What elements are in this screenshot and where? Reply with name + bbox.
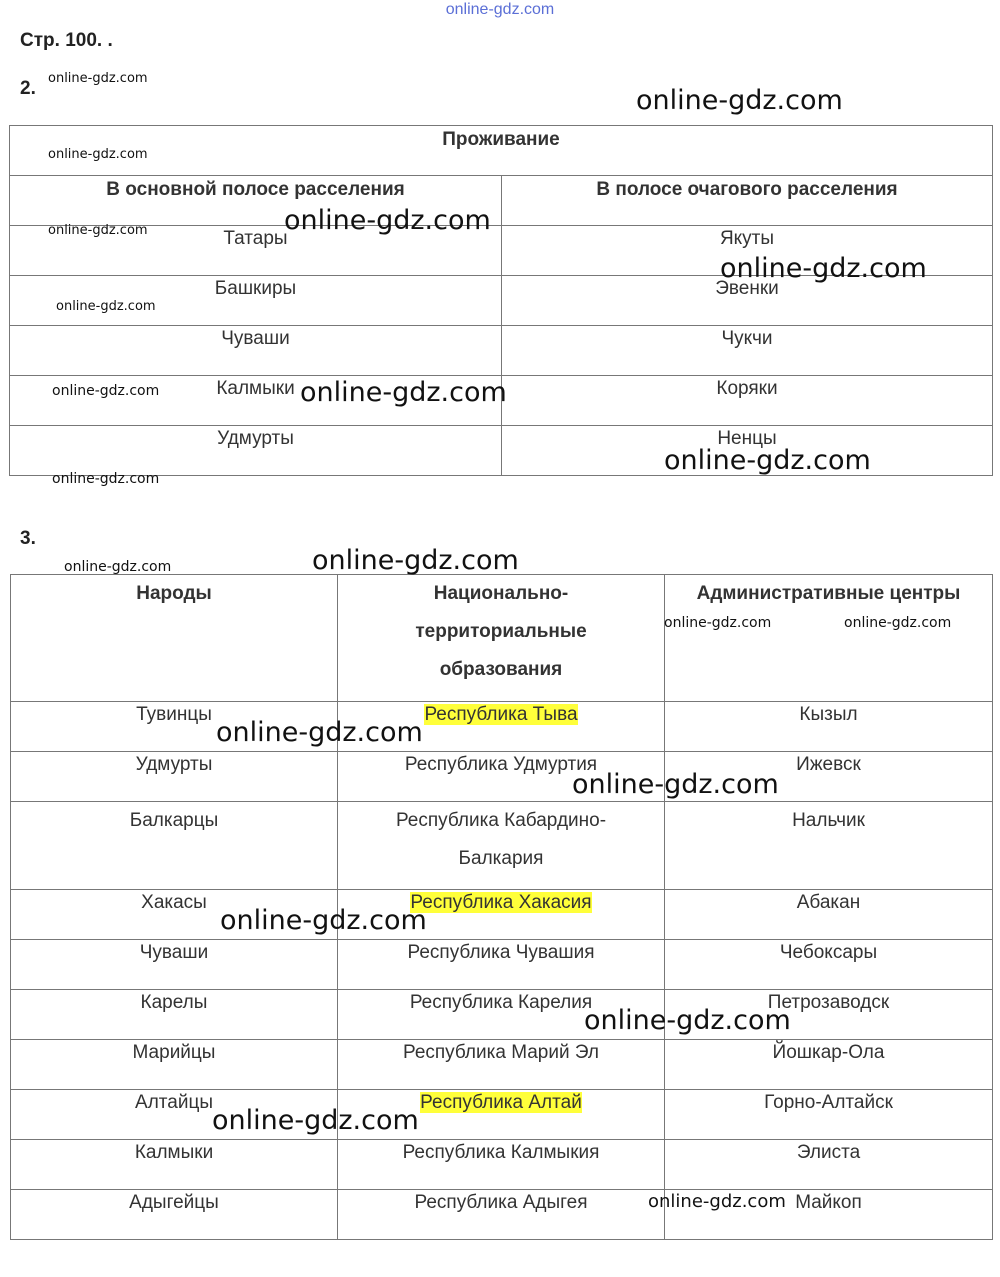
watermark-top: online-gdz.com [445, 1, 555, 18]
table-cell: Чуваши [11, 940, 338, 990]
watermark-label: online-gdz.com [48, 223, 148, 238]
table-cell: Чукчи [502, 326, 993, 376]
table-cell: Йошкар-Ола [665, 1040, 993, 1090]
table-cell: Горно-Алтайск [665, 1090, 993, 1140]
table-cell: Алтайцы [11, 1090, 338, 1140]
table-cell: Удмурты [10, 426, 502, 476]
watermark-label: online-gdz.com [284, 205, 491, 236]
watermark-label: online-gdz.com [312, 545, 519, 576]
table-cell: Адыгейцы [11, 1190, 338, 1240]
watermark-label: online-gdz.com [648, 1191, 786, 1212]
table-cell: Кызыл [665, 702, 993, 752]
watermark-label: online-gdz.com [212, 1105, 419, 1136]
table-cell: Чебоксары [665, 940, 993, 990]
table-cell: Республика Удмуртия [338, 752, 665, 802]
table-cell: Тувинцы [11, 702, 338, 752]
watermark-label: online-gdz.com [572, 769, 779, 800]
table-cell: Республика Чувашия [338, 940, 665, 990]
watermark-label: online-gdz.com [300, 377, 507, 408]
table-cell: Республика Калмыкия [338, 1140, 665, 1190]
table-cell: Якуты [502, 226, 993, 276]
table-cell: Коряки [502, 376, 993, 426]
watermark-label: online-gdz.com [56, 299, 156, 314]
residence-table [9, 125, 993, 476]
watermark-label: online-gdz.com [636, 85, 843, 116]
table-cell: Майкоп [665, 1190, 993, 1240]
table-cell: Калмыки [11, 1140, 338, 1190]
page-label: Стр. 100. . [20, 30, 113, 51]
peoples-table [10, 574, 993, 1240]
watermark-label: online-gdz.com [52, 383, 160, 399]
watermark-label: online-gdz.com [584, 1005, 791, 1036]
table-cell: Марийцы [11, 1040, 338, 1090]
watermark-label: online-gdz.com [64, 559, 172, 575]
table-cell: Татары [10, 226, 502, 276]
watermark-label: online-gdz.com [720, 253, 927, 284]
table-cell: Республика Марий Эл [338, 1040, 665, 1090]
table-cell: Башкиры [10, 276, 502, 326]
table-cell: Карелы [11, 990, 338, 1040]
table-cell: Хакасы [11, 890, 338, 940]
highlighted-text: Республика Хакасия [410, 892, 592, 913]
table-cell: Ненцы [502, 426, 993, 476]
column-header: Народы [11, 575, 338, 702]
watermark-label: online-gdz.com [664, 615, 772, 631]
watermark-label: online-gdz.com [216, 717, 423, 748]
table-cell: Петрозаводск [665, 990, 993, 1040]
table-cell: Чуваши [10, 326, 502, 376]
table-cell: Балкарцы [11, 802, 338, 890]
table-cell: Элиста [665, 1140, 993, 1190]
table-cell: Республика Кабардино-Балкария [338, 802, 665, 890]
watermark-label: online-gdz.com [48, 71, 148, 86]
table-cell: Абакан [665, 890, 993, 940]
column-header: Административные центры [665, 575, 993, 702]
watermark-label: online-gdz.com [844, 615, 952, 631]
watermark-label: online-gdz.com [52, 471, 160, 487]
table-cell: Нальчик [665, 802, 993, 890]
table-cell: Калмыки [10, 376, 502, 426]
task2-number: 2. [20, 78, 36, 99]
watermark-label: online-gdz.com [664, 445, 871, 476]
watermark-label: online-gdz.com [220, 905, 427, 936]
table-cell: Эвенки [502, 276, 993, 326]
table-cell: Республика Адыгея [338, 1190, 665, 1240]
highlighted-text: Республика Тыва [424, 704, 578, 725]
highlighted-text: Республика Алтай [420, 1092, 582, 1113]
table-cell: Удмурты [11, 752, 338, 802]
column-header: В основной полосе расселения [10, 176, 502, 226]
watermark-label: online-gdz.com [48, 147, 148, 162]
column-header: В полосе очагового расселения [502, 176, 993, 226]
table-cell: Ижевск [665, 752, 993, 802]
task3-number: 3. [20, 528, 36, 549]
table-cell: Республика Карелия [338, 990, 665, 1040]
table-title: Проживание [10, 126, 993, 176]
column-header: Национально-территориальные образования [338, 575, 665, 702]
